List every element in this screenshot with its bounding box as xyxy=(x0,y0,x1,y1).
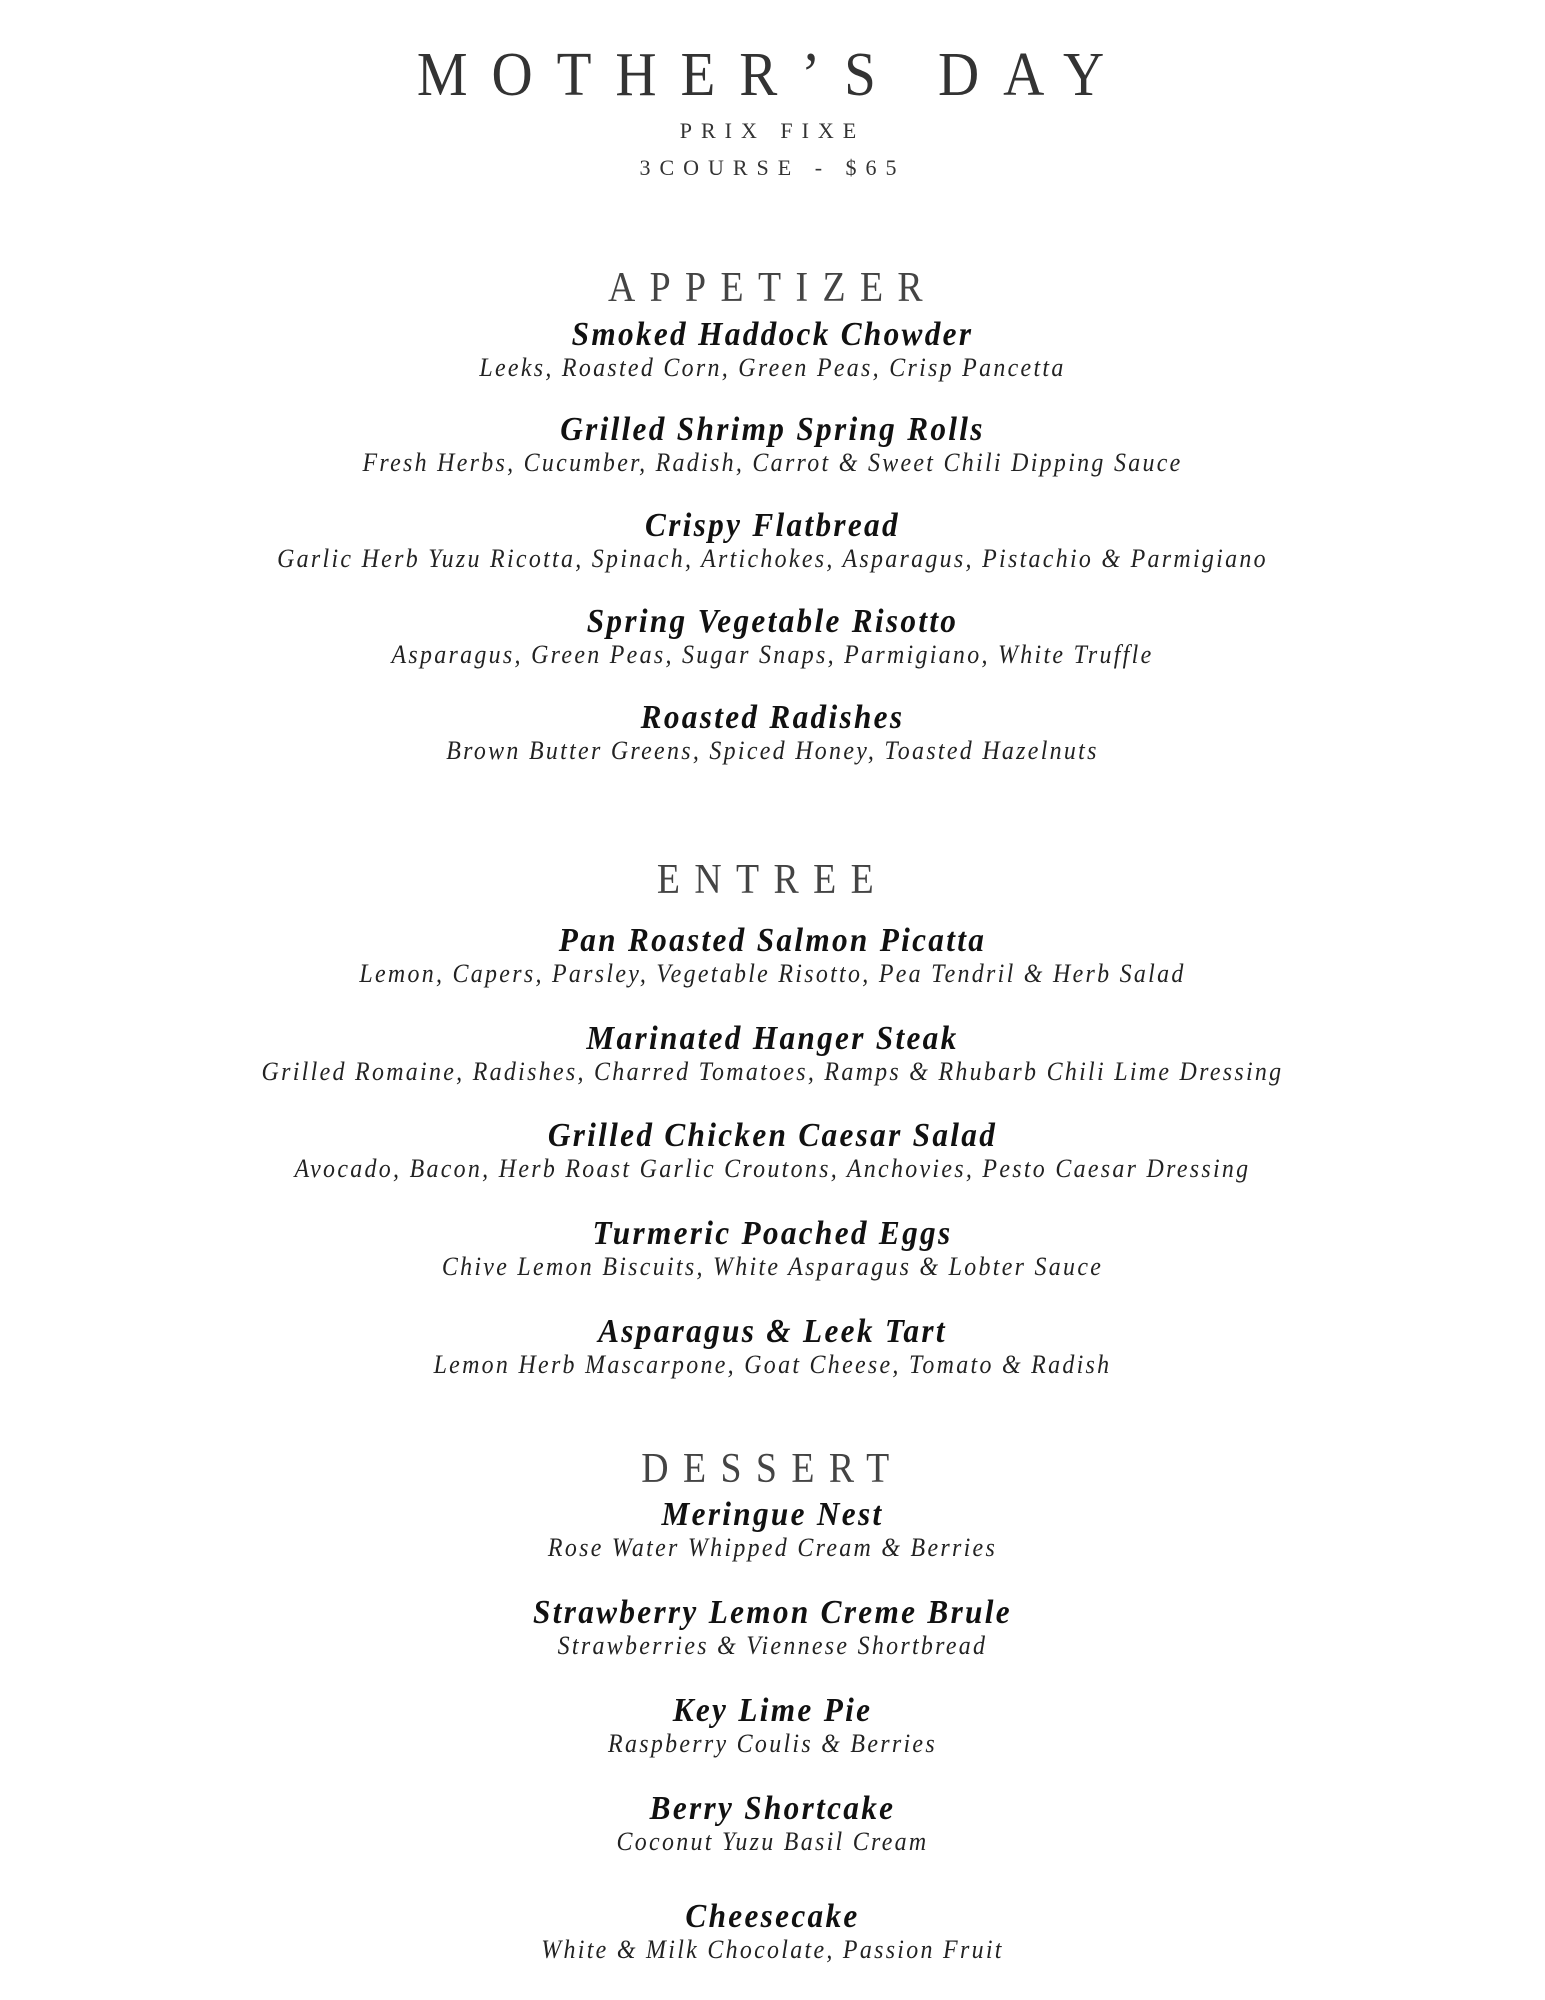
section-heading-appetizer: APPETIZER xyxy=(607,265,938,311)
menu-item-name: Cheesecake xyxy=(685,1898,860,1935)
menu-title: MOTHER’S DAY xyxy=(416,41,1129,109)
section-heading-entree: ENTREE xyxy=(656,857,889,903)
menu-item-name: Crispy Flatbread xyxy=(645,507,900,544)
menu-price-line: 3COURSE - $65 xyxy=(639,155,906,180)
section-heading-dessert: DESSERT xyxy=(641,1446,904,1492)
menu-item-description: White & Milk Chocolate, Passion Fruit xyxy=(541,1935,1004,1964)
menu-item-description: Strawberries & Viennese Shortbread xyxy=(557,1631,988,1660)
menu-item-description: Grilled Romaine, Radishes, Charred Tomatoes, Ramps & Rhubarb Chili Lime Dressing xyxy=(261,1057,1284,1086)
menu-item-description: Lemon, Capers, Parsley, Vegetable Risotto, Pea Tendril & Herb Salad xyxy=(359,959,1186,988)
menu-item-description: Asparagus, Green Peas, Sugar Snaps, Parmigiano, White Truffle xyxy=(391,640,1154,669)
menu-item-description: Lemon Herb Mascarpone, Goat Cheese, Tomato & Radish xyxy=(433,1350,1112,1379)
menu-item-name: Asparagus & Leek Tart xyxy=(598,1313,947,1350)
menu-item-description: Brown Butter Greens, Spiced Honey, Toasted Hazelnuts xyxy=(446,736,1099,765)
menu-item-description: Garlic Herb Yuzu Ricotta, Spinach, Artichokes, Asparagus, Pistachio & Parmigiano xyxy=(277,544,1268,573)
menu-item-name: Roasted Radishes xyxy=(640,699,905,736)
menu-item-name: Marinated Hanger Steak xyxy=(586,1020,959,1057)
menu-item-description: Raspberry Coulis & Berries xyxy=(608,1729,937,1758)
menu-item-description: Leeks, Roasted Corn, Green Peas, Crisp Pancetta xyxy=(479,353,1066,382)
menu-subtitle: PRIX FIXE xyxy=(679,118,866,143)
menu-item-description: Chive Lemon Biscuits, White Asparagus & Lobter Sauce xyxy=(441,1252,1104,1281)
menu-item-name: Smoked Haddock Chowder xyxy=(571,316,974,353)
menu-item-name: Strawberry Lemon Creme Brule xyxy=(533,1594,1012,1631)
menu-item-name: Berry Shortcake xyxy=(649,1790,896,1827)
menu-item-description: Coconut Yuzu Basil Cream xyxy=(616,1827,929,1856)
menu-item-description: Rose Water Whipped Cream & Berries xyxy=(547,1533,998,1562)
menu-item-name: Grilled Chicken Caesar Salad xyxy=(547,1117,998,1154)
menu-item-description: Avocado, Bacon, Herb Roast Garlic Croutons, Anchovies, Pesto Caesar Dressing xyxy=(294,1154,1251,1183)
menu-item-name: Meringue Nest xyxy=(661,1496,884,1533)
menu-item-name: Turmeric Poached Eggs xyxy=(592,1215,953,1252)
menu-item-name: Pan Roasted Salmon Picatta xyxy=(558,922,987,959)
menu-item-name: Grilled Shrimp Spring Rolls xyxy=(560,411,985,448)
menu-item-name: Spring Vegetable Risotto xyxy=(586,603,959,640)
menu-item-description: Fresh Herbs, Cucumber, Radish, Carrot & Sweet Chili Dipping Sauce xyxy=(362,448,1183,477)
menu-item-name: Key Lime Pie xyxy=(672,1692,873,1729)
